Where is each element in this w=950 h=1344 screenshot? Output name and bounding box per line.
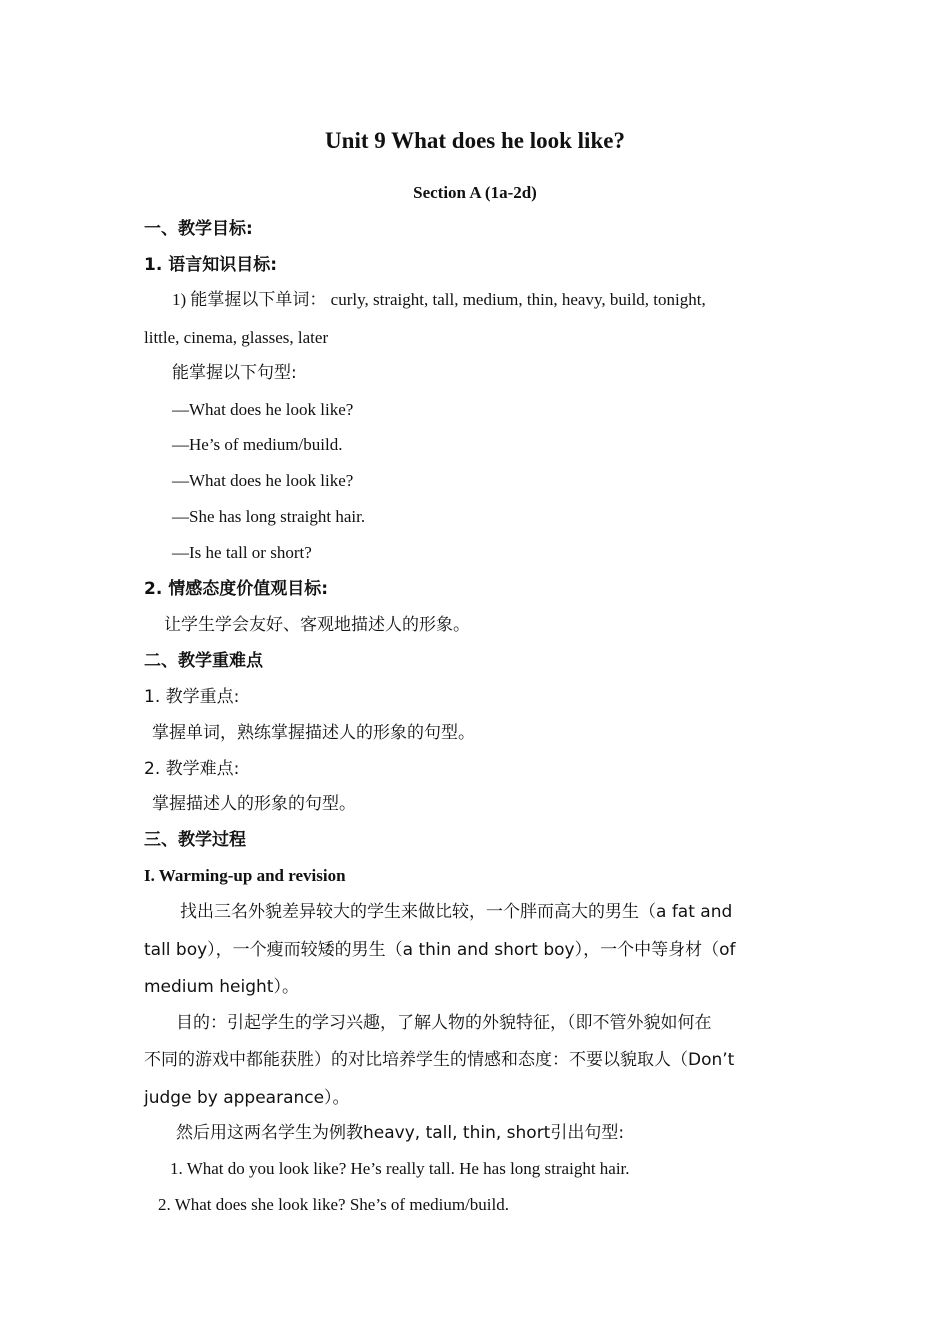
paragraph-1-line-2: tall boy），一个瘦而较矮的男生（a thin and short boy），一个中等身材（of bbox=[144, 940, 736, 960]
example-2: 2. What does she look like? She’s of medium/build. bbox=[158, 1195, 509, 1214]
emotion-goal-text: 让学生学会友好、客观地描述人的形象。 bbox=[164, 615, 470, 635]
heading-emotion-goals: 2. 情感态度价值观目标: bbox=[144, 579, 329, 599]
heading-language-goals: 1. 语言知识目标: bbox=[144, 255, 278, 275]
step-warming-up: I. Warming-up and revision bbox=[144, 866, 346, 885]
patterns-label: 能掌握以下句型: bbox=[172, 363, 297, 383]
vocab-line-1: 1) 能掌握以下单词： curly, straight, tall, medium, thin, heavy, build, tonight, bbox=[172, 290, 706, 309]
vocab-line-2: little, cinema, glasses, later bbox=[144, 328, 329, 347]
pattern-1: —What does he look like? bbox=[172, 400, 354, 419]
paragraph-1-line-1: 找出三名外貌差异较大的学生来做比较，一个胖而高大的男生（a fat and bbox=[180, 902, 733, 922]
heading-teaching-goals: 一、教学目标: bbox=[144, 219, 253, 239]
page-title: Unit 9 What does he look like? bbox=[325, 128, 625, 153]
pattern-3: —What does he look like? bbox=[172, 471, 354, 490]
heading-key-difficult: 二、教学重难点 bbox=[144, 651, 263, 671]
paragraph-2-line-2: 不同的游戏中都能获胜）的对比培养学生的情感和态度：不要以貌取人（Don’t bbox=[144, 1050, 735, 1070]
paragraph-1-line-3: medium height）。 bbox=[144, 977, 299, 997]
key-points-text: 掌握单词，熟练掌握描述人的形象的句型。 bbox=[152, 723, 475, 743]
difficult-points-label: 2. 教学难点: bbox=[144, 759, 240, 779]
paragraph-2-line-1: 目的：引起学生的学习兴趣，了解人物的外貌特征，（即不管外貌如何在 bbox=[176, 1013, 712, 1033]
difficult-points-text: 掌握描述人的形象的句型。 bbox=[152, 794, 356, 814]
key-points-label: 1. 教学重点: bbox=[144, 687, 240, 707]
example-1: 1. What do you look like? He’s really tall. He has long straight hair. bbox=[170, 1159, 630, 1178]
paragraph-2-line-3: judge by appearance）。 bbox=[144, 1088, 350, 1108]
section-subtitle: Section A (1a-2d) bbox=[413, 183, 537, 202]
pattern-5: —Is he tall or short? bbox=[172, 543, 312, 562]
pattern-2: —He’s of medium/build. bbox=[172, 435, 343, 454]
pattern-4: —She has long straight hair. bbox=[172, 507, 366, 526]
paragraph-3: 然后用这两名学生为例教heavy, tall, thin, short引出句型: bbox=[176, 1123, 625, 1143]
heading-teaching-process: 三、教学过程 bbox=[144, 830, 246, 850]
